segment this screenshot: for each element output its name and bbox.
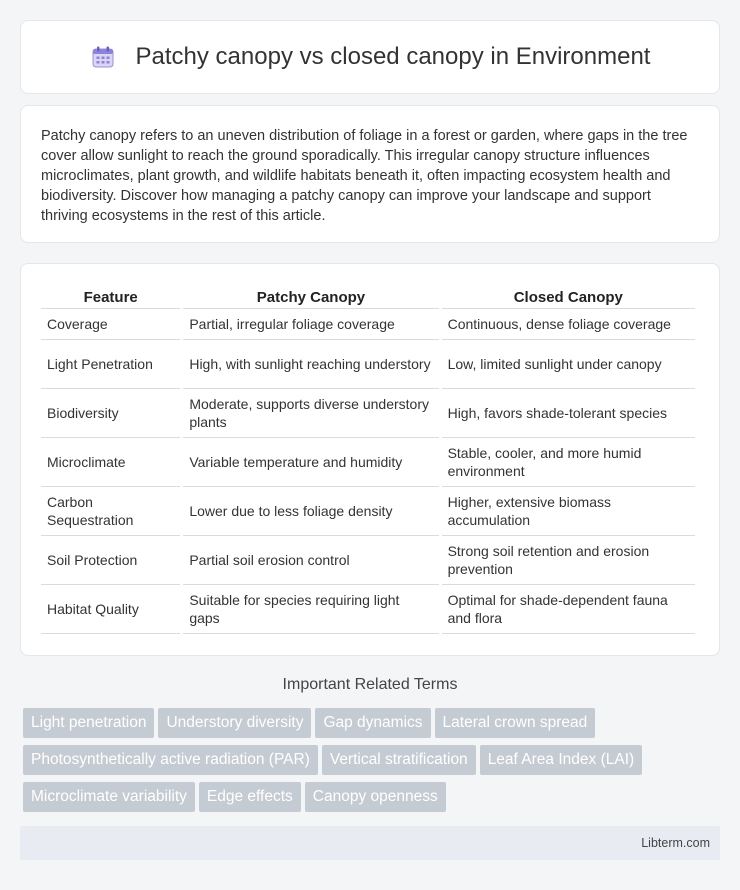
table-cell: High, favors shade-tolerant species: [442, 389, 695, 438]
table-row: [41, 340, 695, 389]
table-cell: High, with sunlight reaching understory: [183, 340, 438, 389]
comparison-table: [38, 282, 698, 634]
table-cell: Habitat Quality: [41, 585, 180, 634]
related-terms-list: [23, 708, 723, 819]
table-row: [41, 585, 695, 634]
table-row: [41, 309, 695, 340]
intro-card: [20, 105, 720, 243]
table-header-row: [41, 282, 695, 309]
related-terms-heading: Important Related Terms: [282, 676, 458, 693]
table-cell: Higher, extensive biomass accumulation: [442, 487, 695, 536]
footer-site-link[interactable]: Libterm.com: [641, 836, 710, 850]
table-cell: Moderate, supports diverse understory plants: [183, 389, 438, 438]
table-cell: Carbon Sequestration: [41, 487, 180, 536]
table-cell: Lower due to less foliage density: [183, 487, 438, 536]
table-cell: Microclimate: [41, 438, 180, 487]
related-term-tag[interactable]: Understory diversity: [158, 708, 311, 738]
related-term-tag[interactable]: Edge effects: [199, 782, 301, 812]
table-row: [41, 389, 695, 438]
related-term-tag[interactable]: Vertical stratification: [322, 745, 476, 775]
related-term-tag[interactable]: Microclimate variability: [23, 782, 195, 812]
related-term-tag[interactable]: Lateral crown spread: [435, 708, 596, 738]
comparison-table-card: [20, 263, 720, 656]
table-cell: Optimal for shade-dependent fauna and flora: [442, 585, 695, 634]
calendar-icon: [90, 44, 116, 70]
table-cell: Strong soil retention and erosion prevention: [442, 536, 695, 585]
header-closed-canopy: Closed Canopy: [442, 282, 695, 309]
related-term-tag[interactable]: Canopy openness: [305, 782, 446, 812]
related-term-tag[interactable]: Light penetration: [23, 708, 154, 738]
table-cell: Soil Protection: [41, 536, 180, 585]
footer: [20, 826, 720, 860]
page-title: Patchy canopy vs closed canopy in Environment: [135, 43, 651, 70]
title-card: [20, 20, 720, 94]
intro-paragraph: Patchy canopy refers to an uneven distribution of foliage in a forest or garden, where gaps in the tree cover allow sunlight to reach the ground sporadically. This irregular canopy structure influences microclimates, plant growth, and wildlife habitats beneath it, often impacting ecosystem health and biodiversity. Discover how managing a patchy canopy can improve your landscape and support thriving ecosystems in the rest of this article.: [41, 128, 688, 224]
table-row: [41, 536, 695, 585]
table-cell: Biodiversity: [41, 389, 180, 438]
table-cell: Continuous, dense foliage coverage: [442, 309, 695, 340]
table-row: [41, 438, 695, 487]
related-term-tag[interactable]: Leaf Area Index (LAI): [480, 745, 642, 775]
table-cell: Stable, cooler, and more humid environment: [442, 438, 695, 487]
table-cell: Light Penetration: [41, 340, 180, 389]
table-cell: Coverage: [41, 309, 180, 340]
related-term-tag[interactable]: Photosynthetically active radiation (PAR): [23, 745, 318, 775]
table-row: [41, 487, 695, 536]
table-cell: Variable temperature and humidity: [183, 438, 438, 487]
table-cell: Suitable for species requiring light gaps: [183, 585, 438, 634]
table-cell: Partial, irregular foliage coverage: [183, 309, 438, 340]
header-feature: Feature: [41, 282, 180, 309]
header-patchy-canopy: Patchy Canopy: [183, 282, 438, 309]
table-cell: Partial soil erosion control: [183, 536, 438, 585]
table-cell: Low, limited sunlight under canopy: [442, 340, 695, 389]
related-term-tag[interactable]: Gap dynamics: [315, 708, 430, 738]
